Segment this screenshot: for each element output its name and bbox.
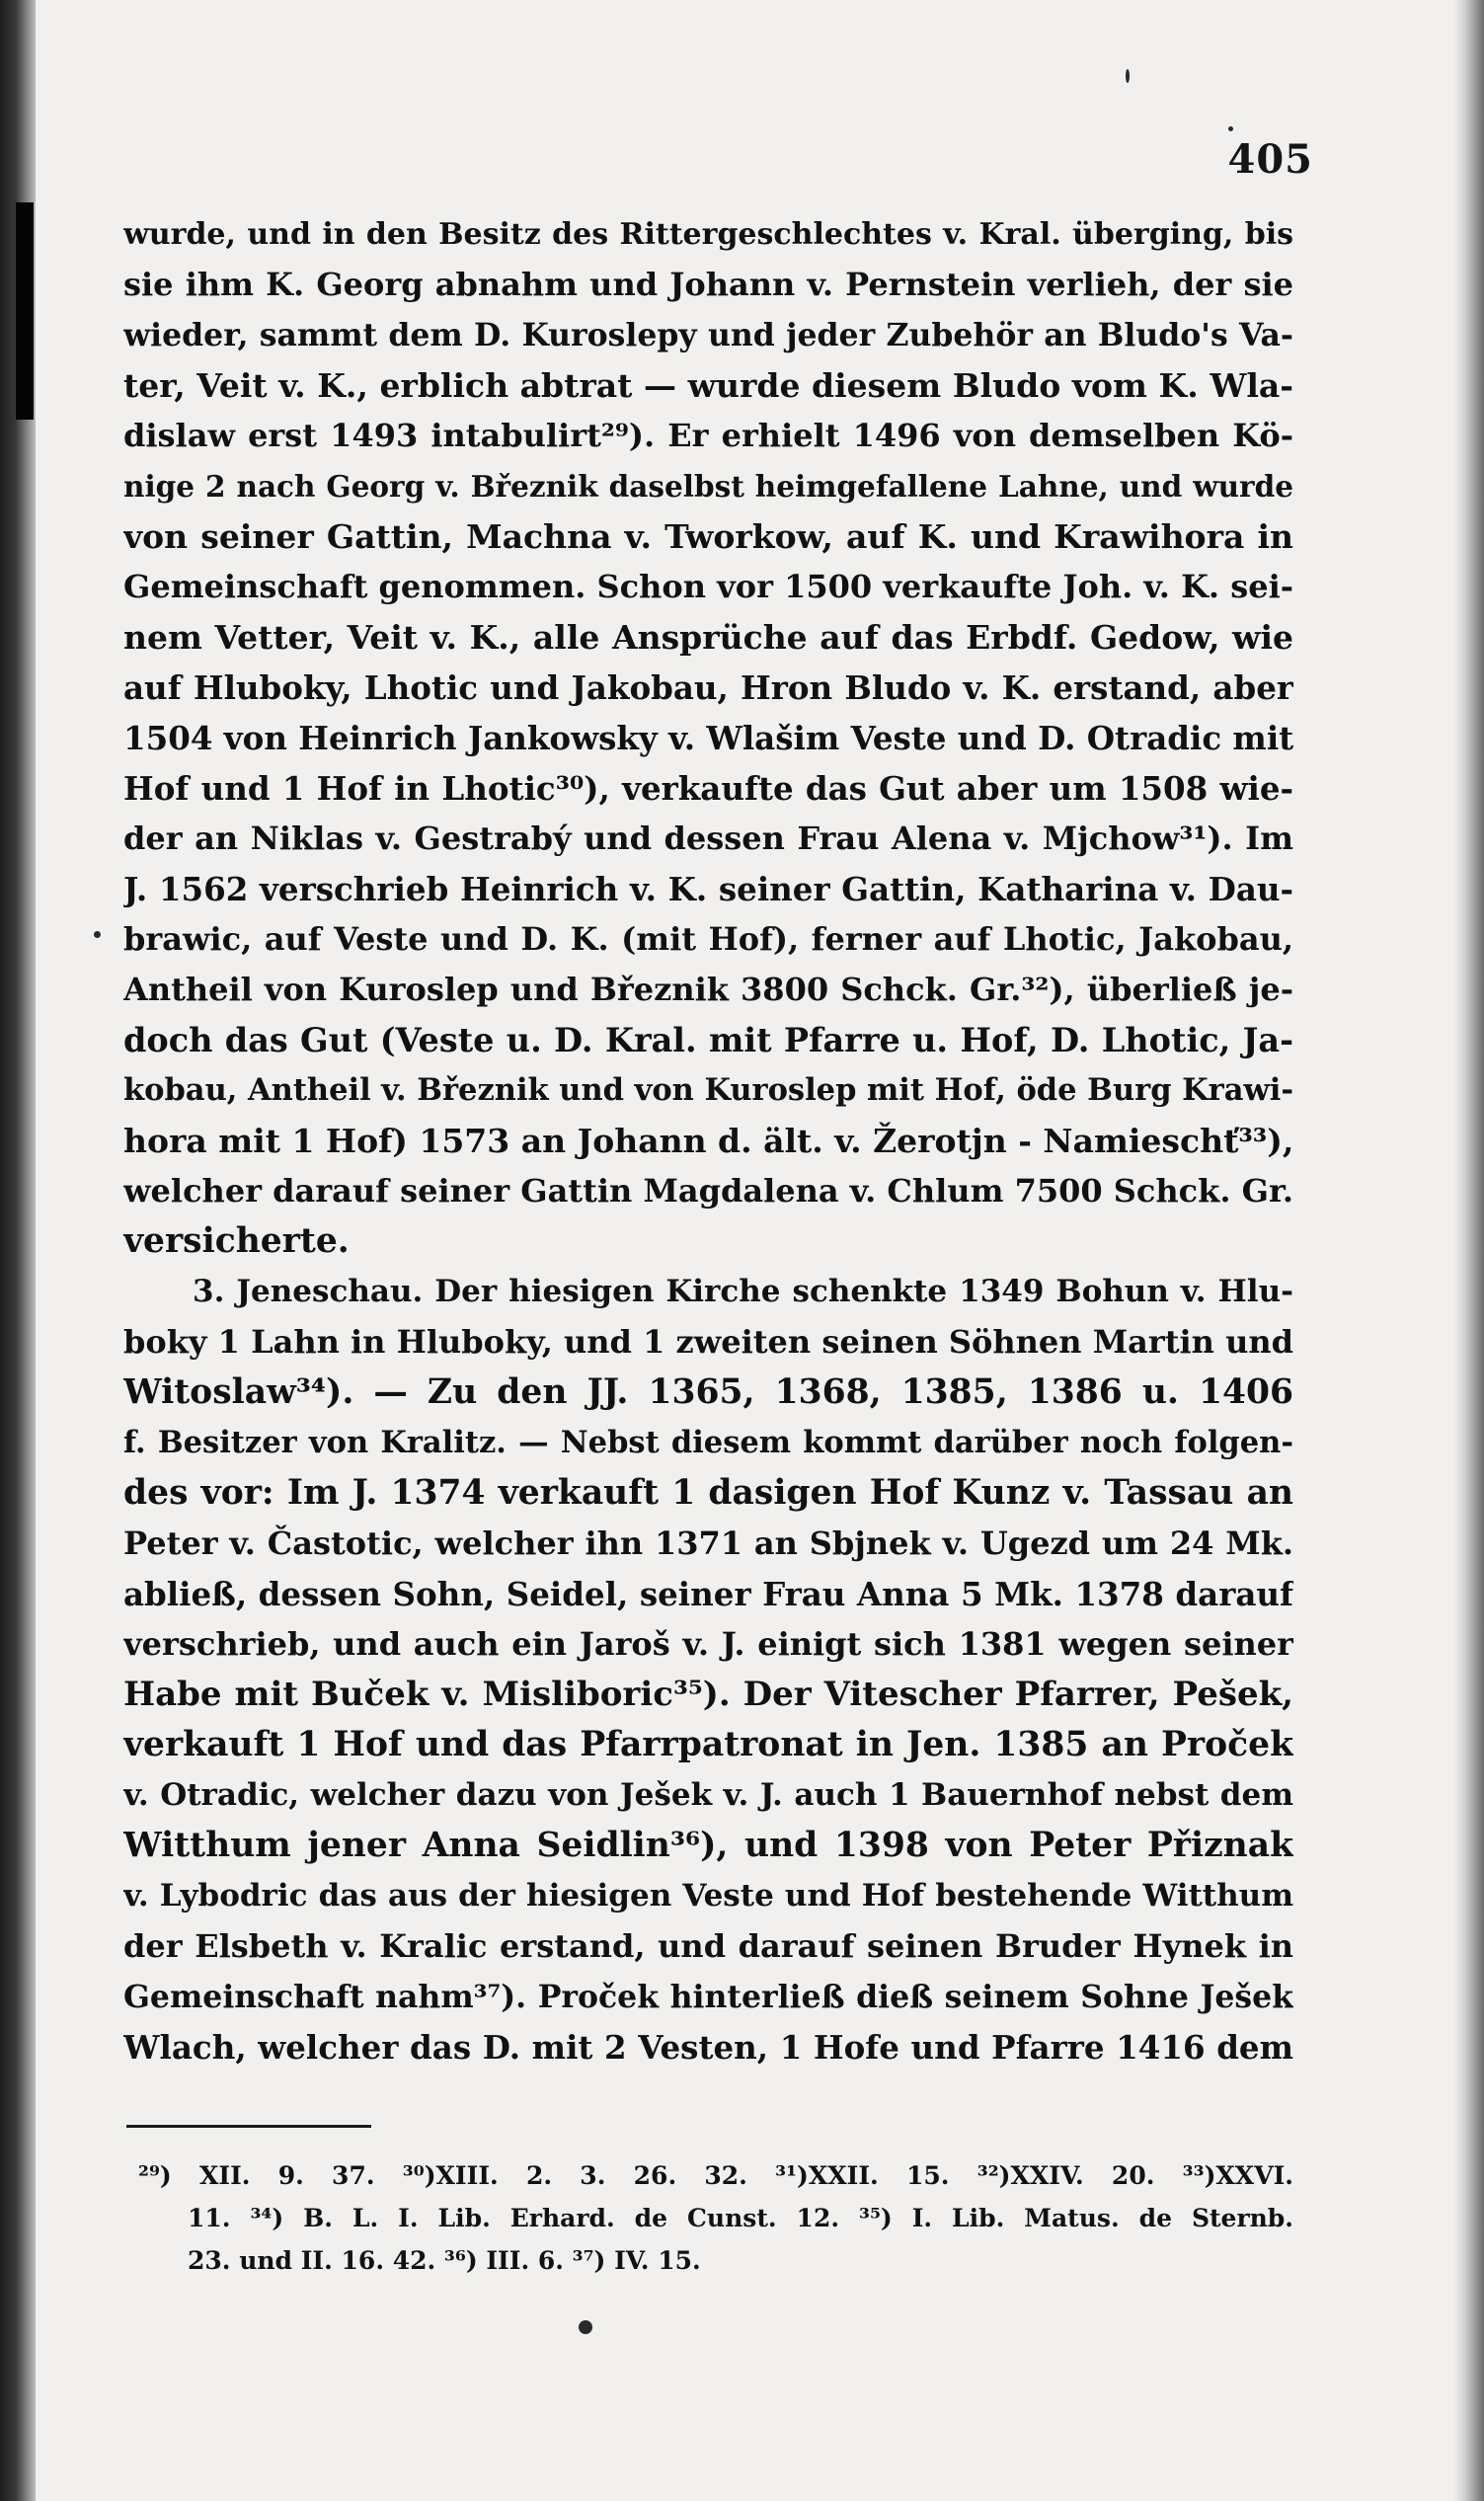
text-line: Witoslaw³⁴). — Zu den JJ. 1365, 1368, 1385, 1386 u. 1406 bbox=[123, 1372, 1293, 1412]
text-line: von seiner Gattin, Machna v. Tworkow, auf K. und Krawihora in bbox=[123, 517, 1293, 556]
text-line: Gemeinschaft genommen. Schon vor 1500 verkaufte Joh. v. K. sei- bbox=[123, 568, 1293, 605]
text-line: dislaw erst 1493 intabulirt²⁹). Er erhielt 1496 von demselben Kö- bbox=[123, 417, 1293, 454]
text-line: Wlach, welcher das D. mit 2 Vesten, 1 Hofe und Pfarre 1416 dem bbox=[123, 2028, 1293, 2067]
footnotes bbox=[138, 2154, 1293, 2282]
text-line: Witthum jener Anna Seidlin³⁶), und 1398 von Peter Přiznak bbox=[123, 1826, 1293, 1865]
binding-shadow-mark bbox=[16, 202, 34, 420]
text-line: nige 2 nach Georg v. Březnik daselbst heimgefallene Lahne, und wurde bbox=[123, 469, 1293, 504]
ink-speck bbox=[1126, 69, 1130, 83]
text-line: Habe mit Buček v. Misliboric³⁵). Der Vitescher Pfarrer, Pešek, bbox=[123, 1675, 1293, 1714]
text-line: verkauft 1 Hof und das Pfarrpatronat in Jen. 1385 an Proček bbox=[123, 1725, 1293, 1764]
text-line: verschrieb, und auch ein Jaroš v. J. einigt sich 1381 wegen seiner bbox=[123, 1625, 1293, 1663]
text-line: Antheil von Kuroslep und Březnik 3800 Schck. Gr.³²), überließ je- bbox=[123, 971, 1293, 1008]
text-line: kobau, Antheil v. Březnik und von Kuroslep mit Hof, öde Burg Krawi- bbox=[123, 1072, 1293, 1108]
text-line: der an Niklas v. Gestrabý und dessen Frau Alena v. Mjchow³¹). Im bbox=[123, 820, 1293, 857]
body-text bbox=[123, 209, 1293, 2072]
text-line: J. 1562 verschrieb Heinrich v. K. seiner Gattin, Katharina v. Dau- bbox=[123, 870, 1293, 908]
text-line: auf Hlubоky, Lhotic und Jakobau, Hron Bludo v. K. erstand, aber bbox=[123, 668, 1293, 707]
text-line: Gemeinschaft nahm³⁷). Proček hinterließ dieß seinem Sohne Ješek bbox=[123, 1979, 1293, 2015]
text-line: f. Besitzer von Kralitz. — Nebst diesem kommt darüber noch folgen- bbox=[123, 1425, 1293, 1460]
ink-speck bbox=[1228, 126, 1233, 131]
footnote-line: ²⁹) XII. 9. 37. ³⁰)XIII. 2. 3. 26. 32. ³¹)XXII. 15. ³²)XXIV. 20. ³³)XXVI. bbox=[138, 2161, 1293, 2190]
text-line: Hof und 1 Hof in Lhotic³⁰), verkaufte das Gut aber um 1508 wie- bbox=[123, 769, 1293, 808]
page-right-edge bbox=[1454, 0, 1484, 2501]
text-line-paragraph-end: versicherte. bbox=[123, 1221, 350, 1261]
text-line: wieder, sammt dem D. Kuroslepy und jeder Zubehör an Bludo's Va- bbox=[123, 317, 1293, 353]
footnote-line: 11. ³⁴) B. L. I. Lib. Erhard. de Cunst. 12. ³⁵) I. Lib. Matus. de Sternb. bbox=[188, 2204, 1293, 2232]
text-line: nem Vetter, Veit v. K., alle Ansprüche auf das Erbdf. Gedow, wie bbox=[123, 618, 1293, 657]
text-line: welcher darauf seiner Gattin Magdalena v. Chlum 7500 Schck. Gr. bbox=[123, 1172, 1293, 1210]
text-line: ter, Veit v. K., erblich abtrat — wurde diesem Bludo vom K. Wla- bbox=[123, 366, 1293, 405]
text-line: doch das Gut (Veste u. D. Kral. mit Pfarre u. Hof, D. Lhotic, Ja- bbox=[123, 1021, 1293, 1059]
text-line: 1504 von Heinrich Jankowsky v. Wlašim Veste und D. Otradic mit bbox=[123, 719, 1293, 757]
text-line: Peter v. Častotic, welcher ihn 1371 an Sbjnek v. Ugezd um 24 Mk. bbox=[123, 1524, 1293, 1562]
text-line: hora mit 1 Hof) 1573 an Johann d. ält. v. Žerotjn - Namieschť³³), bbox=[123, 1122, 1293, 1160]
text-line: der Elsbeth v. Kralic erstand, und darauf seinen Bruder Hynek in bbox=[123, 1927, 1293, 1965]
page-number: 405 bbox=[1227, 136, 1313, 183]
section-heading-line: 3. Jeneschau. Der hiesigen Kirche schenkte 1349 Bohun v. Hlu- bbox=[193, 1274, 1293, 1309]
footnote-line: 23. und II. 16. 42. ³⁶) III. 6. ³⁷) IV. 15. bbox=[188, 2246, 701, 2275]
text-line: v. Lybodric das aus der hiesigen Veste und Hof bestehende Witthum bbox=[123, 1878, 1293, 1914]
text-line: brawic, auf Veste und D. K. (mit Hof), ferner auf Lhotic, Jakobau, bbox=[123, 920, 1293, 958]
text-line: sie ihm K. Georg abnahm und Johann v. Pernstein verlieh, der sie bbox=[123, 266, 1293, 303]
footnote-separator-rule bbox=[126, 2125, 371, 2128]
text-line: des vor: Im J. 1374 verkauft 1 dasigen Hof Kunz v. Tassau an bbox=[123, 1473, 1293, 1513]
ink-speck bbox=[579, 2320, 592, 2334]
text-line: abließ, dessen Sohn, Seidel, seiner Frau Anna 5 Mk. 1378 darauf bbox=[123, 1575, 1293, 1613]
text-line: v. Otradic, welcher dazu von Ješek v. J. auch 1 Bauernhof nebst dem bbox=[123, 1777, 1293, 1813]
ink-speck bbox=[94, 931, 101, 938]
text-line: wurde, und in den Besitz des Rittergeschlechtes v. Kral. überging, bis bbox=[123, 217, 1293, 252]
text-line: boky 1 Lahn in Hluboky, und 1 zweiten seinen Söhnen Martin und bbox=[123, 1323, 1293, 1361]
